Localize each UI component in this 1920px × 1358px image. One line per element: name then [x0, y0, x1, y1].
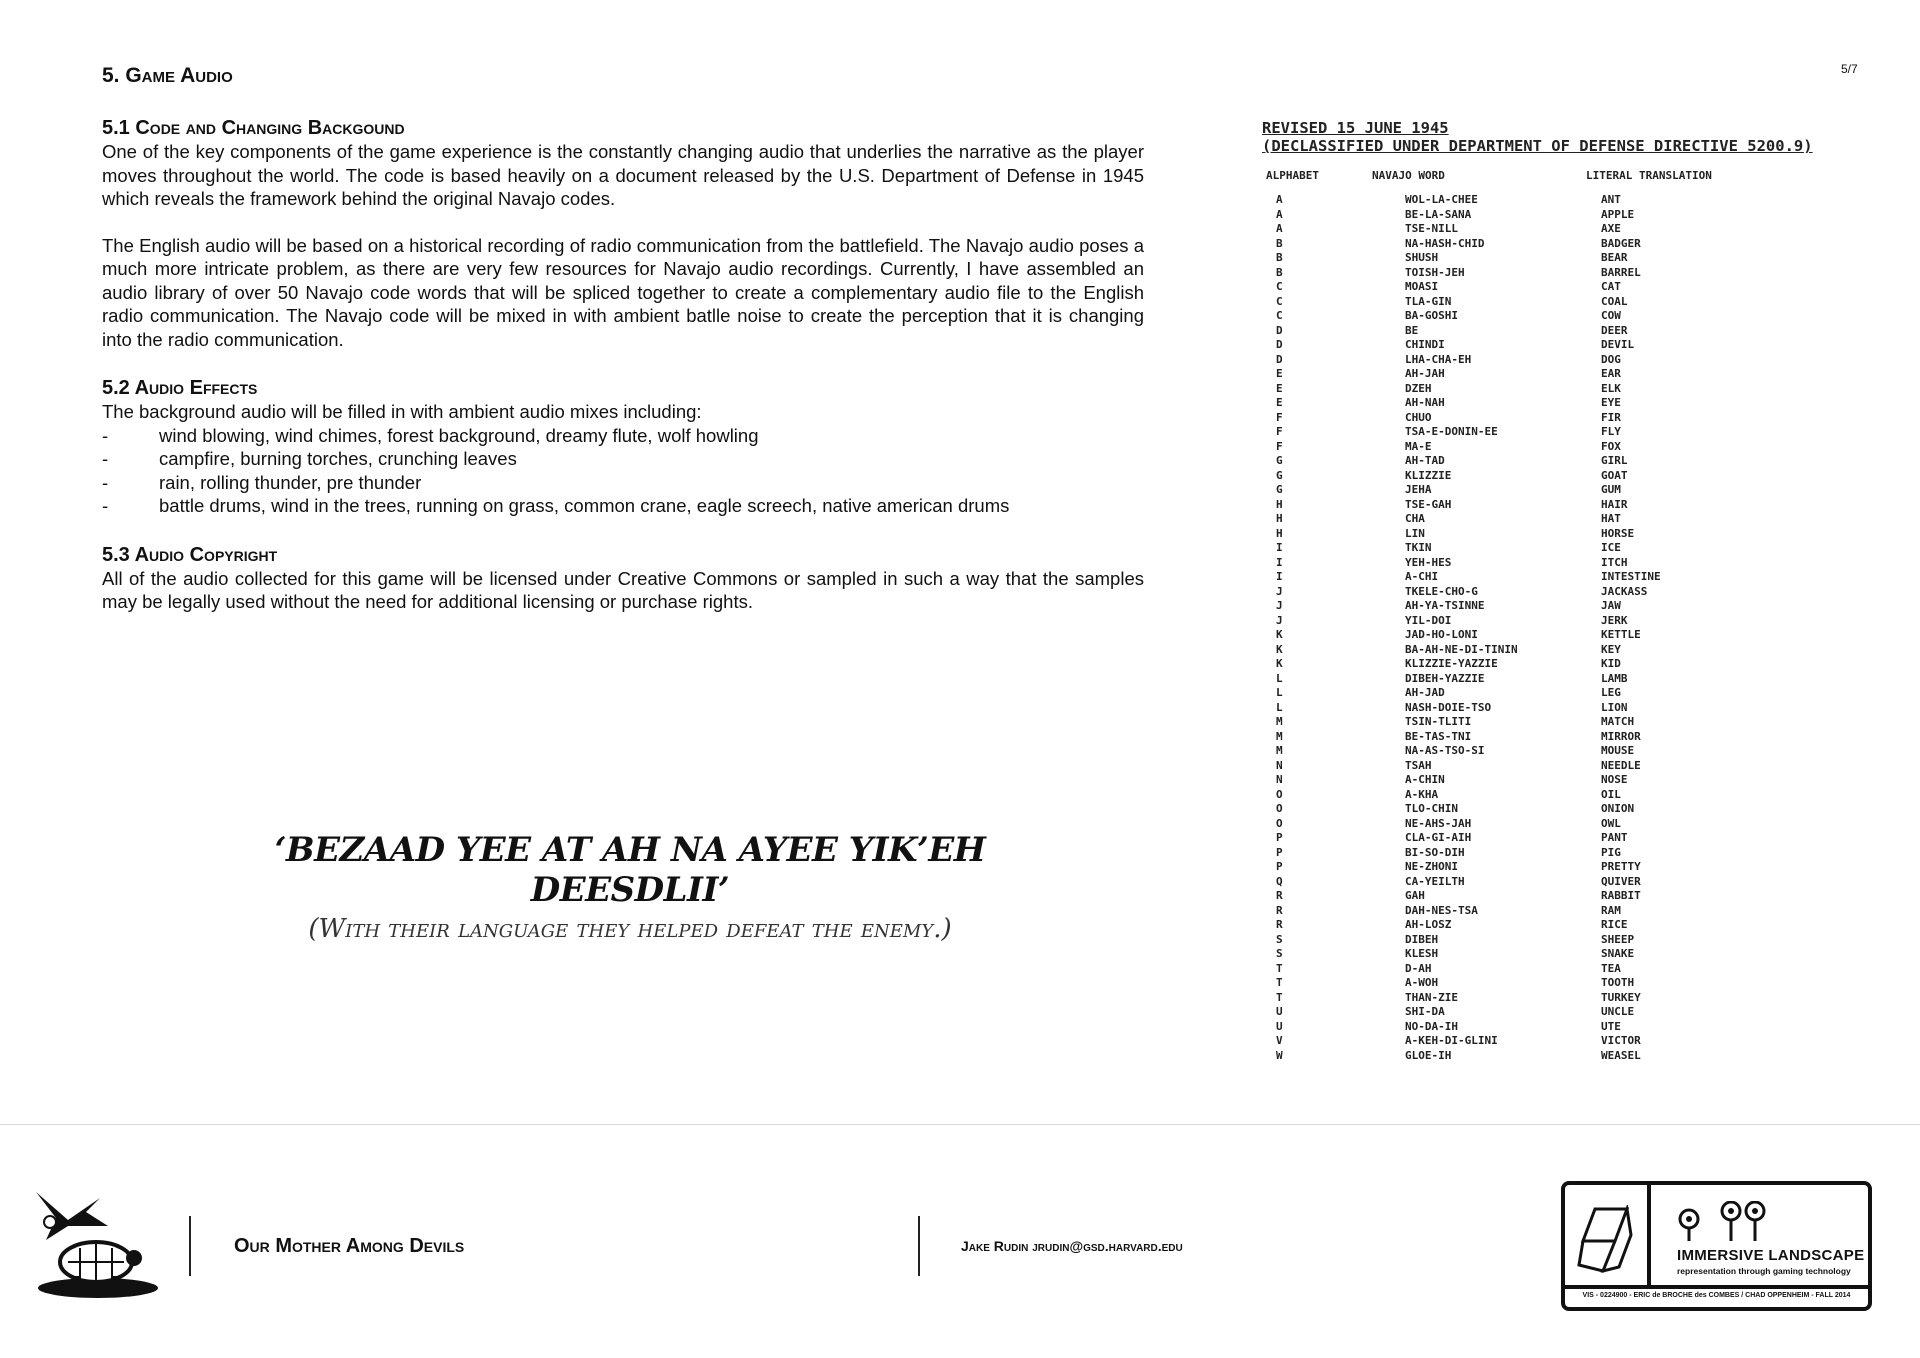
table-row	[1262, 411, 1862, 426]
code-letter: R	[1276, 889, 1283, 902]
table-row	[1262, 643, 1862, 658]
table-row	[1262, 918, 1862, 933]
code-word: GLOE-IH	[1405, 1048, 1452, 1062]
effects-list	[102, 424, 1144, 518]
code-word: TLO-CHIN	[1405, 802, 1458, 815]
code-word: KLIZZIE	[1405, 468, 1452, 482]
code-doc-revised: REVISED 15 JUNE 1945	[1262, 119, 1449, 137]
location-pins-icon	[1677, 1201, 1767, 1245]
code-letter: Q	[1276, 874, 1283, 888]
code-translation: SNAKE	[1601, 947, 1635, 960]
code-translation: FLY	[1601, 425, 1621, 438]
subsection-title-copyright: 5.3 Audio Copyright	[102, 543, 278, 566]
code-word: BE-LA-SANA	[1405, 207, 1472, 221]
code-word: AH-TAD	[1405, 454, 1445, 467]
code-word: DIBEH-YAZZIE	[1405, 671, 1485, 685]
code-translation: KEY	[1601, 642, 1621, 656]
code-letter: P	[1276, 831, 1283, 844]
table-row	[1262, 541, 1862, 556]
code-translation: VICTOR	[1601, 1034, 1641, 1047]
table-row	[1262, 773, 1862, 788]
content-column	[102, 64, 1144, 614]
code-translation: ELK	[1601, 381, 1621, 395]
table-row	[1262, 396, 1862, 411]
code-translation: GIRL	[1601, 454, 1628, 467]
code-word: MOASI	[1405, 280, 1439, 293]
code-word: MA-E	[1405, 439, 1432, 453]
code-word: TSA-E-DONIN-EE	[1405, 425, 1498, 438]
code-word: CLA-GI-AIH	[1405, 831, 1472, 844]
code-word: A-KHA	[1405, 787, 1439, 801]
footer-divider	[0, 1124, 1920, 1125]
code-translation: NOSE	[1601, 773, 1628, 786]
code-translation: OWL	[1601, 816, 1621, 830]
code-translation: COAL	[1601, 294, 1628, 308]
code-letter: L	[1276, 671, 1283, 685]
code-letter: T	[1276, 961, 1283, 975]
code-letter: H	[1276, 526, 1283, 540]
table-row	[1262, 382, 1862, 397]
table-row	[1262, 208, 1862, 223]
table-row	[1262, 367, 1862, 382]
code-letter: E	[1276, 367, 1283, 380]
list-item: - battle drums, wind in the trees, running on grass, common crane, eagle screech, native american drums	[102, 495, 1010, 516]
code-word: CA-YEILTH	[1405, 874, 1465, 888]
code-letter: K	[1276, 642, 1283, 656]
code-letter: E	[1276, 381, 1283, 395]
page-number: 5/7	[1841, 62, 1858, 76]
code-word: WOL-LA-CHEE	[1405, 193, 1478, 206]
code-translation: AXE	[1601, 222, 1621, 235]
code-translation: RAM	[1601, 903, 1621, 917]
code-word: TSIN-TLITI	[1405, 715, 1472, 728]
table-row	[1262, 425, 1862, 440]
table-row	[1262, 875, 1862, 890]
section-title: 5. Game Audio	[102, 64, 233, 87]
code-word: CHUO	[1405, 410, 1432, 424]
code-translation: HAIR	[1601, 497, 1628, 511]
code-translation: PIG	[1601, 845, 1621, 859]
table-row	[1262, 744, 1862, 759]
code-translation: ICE	[1601, 541, 1621, 554]
code-translation: QUIVER	[1601, 874, 1641, 888]
code-translation: HORSE	[1601, 526, 1635, 540]
code-translation: APPLE	[1601, 207, 1635, 221]
code-translation: PANT	[1601, 831, 1628, 844]
code-letter: N	[1276, 758, 1283, 772]
code-word: KLESH	[1405, 947, 1439, 960]
column-navajo-word: NAVAJO WORD	[1372, 169, 1445, 182]
footer-separator	[918, 1216, 920, 1276]
list-item: - rain, rolling thunder, pre thunder	[102, 471, 422, 493]
code-word: A-CHIN	[1405, 773, 1445, 786]
badge-tagline: representation through gaming technology	[1677, 1266, 1851, 1276]
table-row	[1262, 585, 1862, 600]
table-row	[1262, 904, 1862, 919]
table-row	[1262, 222, 1862, 237]
code-translation: TEA	[1601, 961, 1621, 975]
code-translation: EYE	[1601, 396, 1621, 409]
table-row	[1262, 701, 1862, 716]
code-letter: J	[1276, 584, 1283, 598]
code-letter: J	[1276, 599, 1283, 612]
code-translation: JERK	[1601, 613, 1628, 627]
table-row	[1262, 469, 1862, 484]
code-word: BI-SO-DIH	[1405, 845, 1465, 859]
author-email: Jake Rudin jrudin@gsd.harvard.edu	[961, 1238, 1183, 1254]
table-row	[1262, 788, 1862, 803]
table-row	[1262, 947, 1862, 962]
code-word: CHINDI	[1405, 338, 1445, 351]
code-translation: MIRROR	[1601, 729, 1641, 743]
table-row	[1262, 1020, 1862, 1035]
code-translation: LION	[1601, 700, 1628, 714]
table-row	[1262, 353, 1862, 368]
code-word: A-CHI	[1405, 570, 1439, 583]
code-translation: GUM	[1601, 483, 1621, 496]
code-word: NE-ZHONI	[1405, 860, 1458, 873]
list-item: - wind blowing, wind chimes, forest background, dreamy flute, wolf howling	[102, 424, 759, 446]
code-letter: E	[1276, 396, 1283, 409]
code-translation: FOX	[1601, 439, 1621, 453]
code-translation: LEG	[1601, 686, 1621, 699]
code-word: BE-TAS-TNI	[1405, 729, 1472, 743]
code-letter: H	[1276, 497, 1283, 511]
turtle-plane-logo	[28, 1182, 168, 1302]
table-row	[1262, 817, 1862, 832]
code-word: YEH-HES	[1405, 555, 1452, 569]
code-letter: S	[1276, 947, 1283, 960]
table-row	[1262, 599, 1862, 614]
code-translation: ANT	[1601, 193, 1621, 206]
code-word: KLIZZIE-YAZZIE	[1405, 657, 1498, 670]
quote-translation: (With their language they helped defeat the enemy.)	[308, 914, 952, 944]
list-item: - campfire, burning torches, crunching leaves	[102, 448, 517, 469]
table-row	[1262, 1049, 1862, 1064]
column-literal-translation: LITERAL TRANSLATION	[1586, 169, 1712, 182]
code-letter: F	[1276, 410, 1283, 424]
table-row	[1262, 991, 1862, 1006]
code-letter: A	[1276, 222, 1283, 235]
navajo-code-document	[1262, 119, 1862, 1063]
course-badge	[1561, 1181, 1872, 1311]
code-letter: K	[1276, 628, 1283, 641]
code-translation: NEEDLE	[1601, 758, 1641, 772]
table-row	[1262, 1034, 1862, 1049]
code-translation: TOOTH	[1601, 976, 1635, 989]
code-translation: RABBIT	[1601, 889, 1641, 902]
code-letter: C	[1276, 294, 1283, 308]
table-row	[1262, 556, 1862, 571]
code-word: YIL-DOI	[1405, 613, 1452, 627]
column-alphabet: ALPHABET	[1266, 169, 1319, 182]
table-row	[1262, 338, 1862, 353]
code-translation: BADGER	[1601, 236, 1641, 250]
table-row	[1262, 860, 1862, 875]
code-letter: M	[1276, 729, 1283, 743]
code-translation: DOG	[1601, 352, 1621, 366]
code-letter: C	[1276, 280, 1283, 293]
code-letter: C	[1276, 309, 1283, 322]
code-word: TSE-NILL	[1405, 222, 1458, 235]
code-word: A-WOH	[1405, 976, 1439, 989]
code-word: SHI-DA	[1405, 1005, 1445, 1018]
code-letter: F	[1276, 439, 1283, 453]
code-translation: HAT	[1601, 512, 1621, 525]
code-translation: CAT	[1601, 280, 1621, 293]
code-translation: BEAR	[1601, 251, 1628, 264]
code-letter: O	[1276, 787, 1283, 801]
code-translation: FIR	[1601, 410, 1621, 424]
code-translation: GOAT	[1601, 468, 1628, 482]
table-row	[1262, 295, 1862, 310]
code-word: TSE-GAH	[1405, 497, 1452, 511]
table-row	[1262, 889, 1862, 904]
code-word: DZEH	[1405, 381, 1432, 395]
code-translation: MOUSE	[1601, 744, 1635, 757]
code-word: AH-NAH	[1405, 396, 1445, 409]
code-letter: O	[1276, 816, 1283, 830]
code-word: NO-DA-IH	[1405, 1019, 1458, 1033]
code-word: NA-HASH-CHID	[1405, 236, 1485, 250]
code-letter: M	[1276, 744, 1283, 757]
code-translation: DEER	[1601, 323, 1628, 337]
code-translation: COW	[1601, 309, 1621, 322]
code-translation: KID	[1601, 657, 1621, 670]
code-translation: ITCH	[1601, 555, 1628, 569]
code-letter: T	[1276, 976, 1283, 989]
code-word: CHA	[1405, 512, 1425, 525]
table-row	[1262, 1005, 1862, 1020]
code-translation: MATCH	[1601, 715, 1635, 728]
code-translation: DEVIL	[1601, 338, 1635, 351]
code-word: BA-AH-NE-DI-TININ	[1405, 642, 1518, 656]
code-word: LHA-CHA-EH	[1405, 352, 1472, 366]
code-word: AH-LOSZ	[1405, 918, 1452, 931]
code-letter: P	[1276, 860, 1283, 873]
table-row	[1262, 193, 1862, 208]
code-word: DAH-NES-TSA	[1405, 903, 1478, 917]
code-word: GAH	[1405, 889, 1425, 902]
badge-credit: VIS - 0224900 - ERIC de BROCHE des COMBES / CHAD OPPENHEIM - FALL 2014	[1582, 1292, 1851, 1299]
code-translation: PRETTY	[1601, 860, 1641, 873]
code-letter: N	[1276, 773, 1283, 786]
table-row	[1262, 672, 1862, 687]
code-letter: J	[1276, 613, 1283, 627]
table-row	[1262, 614, 1862, 629]
code-letter: U	[1276, 1005, 1283, 1018]
table-row	[1262, 454, 1862, 469]
code-word: LIN	[1405, 526, 1425, 540]
table-row	[1262, 527, 1862, 542]
table-row	[1262, 686, 1862, 701]
code-word: A-KEH-DI-GLINI	[1405, 1034, 1498, 1047]
footer-separator	[189, 1216, 191, 1276]
code-word: NASH-DOIE-TSO	[1405, 700, 1492, 714]
paragraph-effects-intro: The background audio will be filled in with ambient audio mixes including:	[102, 401, 702, 422]
code-translation: BARREL	[1601, 265, 1641, 279]
table-row	[1262, 628, 1862, 643]
paragraph-copyright: All of the audio collected for this game will be licensed under Creative Commons or sampled in such a way that the samples may be legally used without the need for additional licensing or purchase rights.	[102, 567, 1144, 612]
code-word: TKIN	[1405, 541, 1432, 554]
code-word: JAD-HO-LONI	[1405, 628, 1478, 641]
code-translation: INTESTINE	[1601, 570, 1661, 583]
table-row	[1262, 846, 1862, 861]
paragraph-code-2: The English audio will be based on a historical recording of radio communication from the battlefield. The Navajo audio poses a much more intricate problem, as there are very few resources for Navajo audio recordings. Currently, I have assembled an audio library of over 50 Navajo code words that will be spliced together to create a complementary audio file to the English radio communication. The Navajo code will be mixed in with ambient batlle noise to create the perception that it is changing into the radio communication.	[102, 234, 1144, 350]
code-translation: KETTLE	[1601, 628, 1641, 641]
paragraph-code-1: One of the key components of the game experience is the constantly changing audio that underlies the narrative as the player moves throughout the world. The code is based heavily on a document released by the U.S. Department of Defense in 1945 which reveals the framework behind the original Navajo codes.	[102, 141, 1144, 209]
code-letter: H	[1276, 512, 1283, 525]
code-letter: G	[1276, 483, 1283, 496]
code-translation: JAW	[1601, 599, 1621, 612]
table-row	[1262, 309, 1862, 324]
code-letter: F	[1276, 425, 1283, 438]
table-row	[1262, 483, 1862, 498]
code-word: DIBEH	[1405, 932, 1439, 946]
code-translation: EAR	[1601, 367, 1621, 380]
code-translation: RICE	[1601, 918, 1628, 931]
table-row	[1262, 759, 1862, 774]
code-doc-rows	[1262, 193, 1862, 1063]
code-letter: V	[1276, 1034, 1283, 1047]
code-letter: D	[1276, 352, 1283, 366]
code-translation: JACKASS	[1601, 584, 1648, 598]
cube-logo-icon	[1575, 1205, 1635, 1275]
code-word: BE	[1405, 323, 1419, 337]
code-translation: SHEEP	[1601, 932, 1635, 946]
code-doc-header	[1262, 169, 1862, 191]
table-row	[1262, 715, 1862, 730]
quote-text: ‘BEZAAD YEE AT AH NA AYEE YIK’EH DEESDLII’	[274, 830, 986, 910]
subsection-title-effects: 5.2 Audio Effects	[102, 377, 258, 399]
table-row	[1262, 933, 1862, 948]
code-word: NA-AS-TSO-SI	[1405, 744, 1485, 757]
code-word: TKELE-CHO-G	[1405, 584, 1478, 598]
project-title: Our Mother Among Devils	[234, 1235, 465, 1257]
code-letter: I	[1276, 555, 1283, 569]
code-letter: B	[1276, 251, 1283, 264]
code-word: AH-YA-TSINNE	[1405, 599, 1485, 612]
code-word: SHUSH	[1405, 251, 1439, 264]
code-translation: OIL	[1601, 787, 1621, 801]
code-letter: R	[1276, 918, 1283, 931]
code-translation: LAMB	[1601, 671, 1628, 685]
code-word: AH-JAH	[1405, 367, 1445, 380]
table-row	[1262, 237, 1862, 252]
navajo-quote	[180, 830, 1080, 944]
code-word: THAN-ZIE	[1405, 990, 1458, 1004]
code-letter: W	[1276, 1048, 1283, 1062]
table-row	[1262, 976, 1862, 991]
code-letter: A	[1276, 193, 1283, 206]
code-translation: UNCLE	[1601, 1005, 1635, 1018]
code-word: JEHA	[1405, 483, 1432, 496]
table-row	[1262, 251, 1862, 266]
code-word: TSAH	[1405, 758, 1432, 772]
code-word: BA-GOSHI	[1405, 309, 1458, 322]
code-letter: S	[1276, 932, 1283, 946]
code-word: AH-JAD	[1405, 686, 1445, 699]
subsection-title-code: 5.1 Code and Changing Backgound	[102, 117, 405, 139]
code-letter: O	[1276, 802, 1283, 815]
code-word: NE-AHS-JAH	[1405, 816, 1472, 830]
table-row	[1262, 802, 1862, 817]
code-letter: P	[1276, 845, 1283, 859]
code-letter: M	[1276, 715, 1283, 728]
code-letter: A	[1276, 207, 1283, 221]
code-letter: I	[1276, 541, 1283, 554]
badge-divider	[1647, 1185, 1651, 1285]
code-translation: ONION	[1601, 802, 1635, 815]
table-row	[1262, 831, 1862, 846]
table-row	[1262, 266, 1862, 281]
table-row	[1262, 324, 1862, 339]
table-row	[1262, 498, 1862, 513]
code-letter: R	[1276, 903, 1283, 917]
code-translation: WEASEL	[1601, 1048, 1641, 1062]
code-letter: K	[1276, 657, 1283, 670]
code-letter: D	[1276, 338, 1283, 351]
table-row	[1262, 962, 1862, 977]
code-word: TOISH-JEH	[1405, 265, 1465, 279]
table-row	[1262, 730, 1862, 745]
code-letter: B	[1276, 265, 1283, 279]
code-letter: B	[1276, 236, 1283, 250]
code-translation: TURKEY	[1601, 990, 1641, 1004]
code-letter: G	[1276, 468, 1283, 482]
table-row	[1262, 657, 1862, 672]
table-row	[1262, 280, 1862, 295]
code-word: D-AH	[1405, 961, 1432, 975]
code-word: TLA-GIN	[1405, 294, 1452, 308]
code-letter: G	[1276, 454, 1283, 467]
code-letter: T	[1276, 990, 1283, 1004]
code-letter: D	[1276, 323, 1283, 337]
table-row	[1262, 440, 1862, 455]
code-translation: UTE	[1601, 1019, 1621, 1033]
code-letter: L	[1276, 700, 1283, 714]
code-doc-declassified: (DECLASSIFIED UNDER DEPARTMENT OF DEFENSE DIRECTIVE 5200.9)	[1262, 137, 1813, 155]
badge-divider	[1565, 1285, 1868, 1289]
code-letter: L	[1276, 686, 1283, 699]
table-row	[1262, 570, 1862, 585]
table-row	[1262, 512, 1862, 527]
code-letter: U	[1276, 1019, 1283, 1033]
code-letter: I	[1276, 570, 1283, 583]
badge-title: IMMERSIVE LANDSCAPE	[1677, 1247, 1865, 1264]
